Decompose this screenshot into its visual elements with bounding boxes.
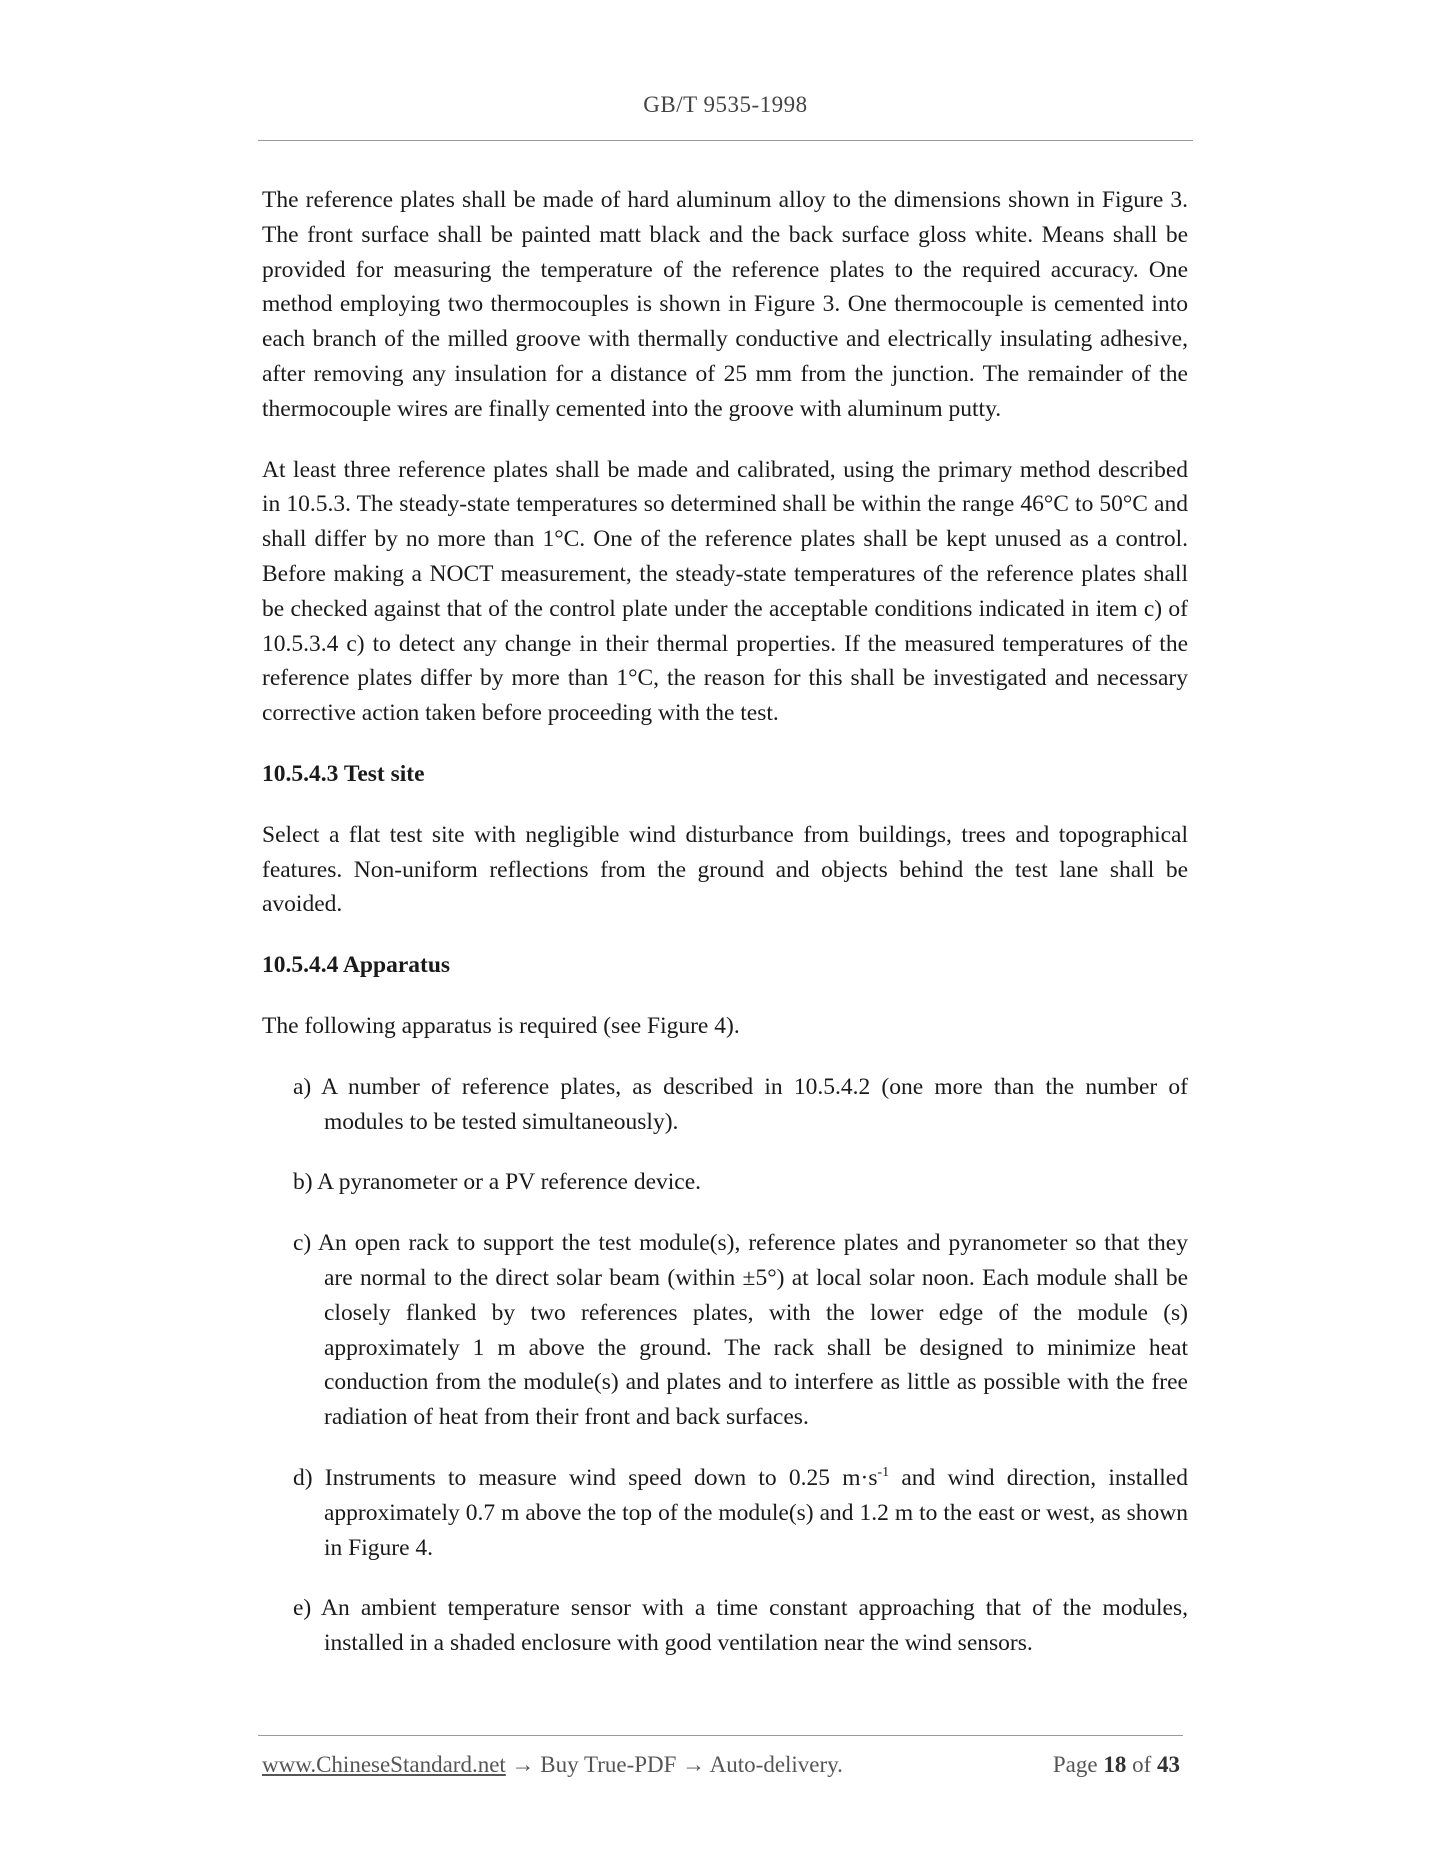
page-label: Page [1052, 1752, 1098, 1777]
list-item-d [262, 1461, 1188, 1565]
total-page-count: 43 [1157, 1752, 1180, 1777]
website-link[interactable]: www.ChineseStandard.net [262, 1752, 506, 1777]
document-body [262, 183, 1188, 1687]
footer-promo-text: → Buy True-PDF → Auto-delivery. [505, 1752, 843, 1777]
paragraph-test-site: Select a flat test site with negligible wind disturbance from buildings, trees and topographical features. Non-uniform reflections from the ground and objects behind the test lane shall be avoided. [262, 821, 1188, 918]
page-header: GB/T 9535-1998 [643, 92, 808, 117]
list-item-b: b) A pyranometer or a PV reference device. [293, 1169, 702, 1196]
paragraph-reference-plates: The reference plates shall be made of hard aluminum alloy to the dimensions shown in Figure 3. The front surface shall be painted matt black and the back surface gloss white. Means shall be provided for measuring the temperature of the reference plates to the required accuracy. One method employing two thermocouples is shown in Figure 3. One thermocouple is cemented into each branch of the milled groove with thermally conductive and electrically insulating adhesive, after removing any insulation for a distance of 25 mm from the junction. The remainder of the thermocouple wires are finally cemented into the groove with aluminum putty. [262, 187, 1188, 422]
list-item-a: a) A number of reference plates, as described in 10.5.4.2 (one more than the number of modules to be tested simultaneously). [293, 1073, 1188, 1135]
section-heading-test-site: 10.5.4.3 Test site [262, 760, 425, 787]
footer-divider [258, 1735, 1183, 1736]
list-item-d-text: d) Instruments to measure wind speed down to 0.25 m·s [293, 1464, 878, 1491]
section-heading-apparatus: 10.5.4.4 Apparatus [262, 952, 451, 979]
footer-promo [262, 1752, 843, 1778]
paragraph-calibration: At least three reference plates shall be made and calibrated, using the primary method described in 10.5.3. The steady-state temperatures so determined shall be within the range 46°C to 50°C and shall differ by no more than 1°C. One of the reference plates shall be kept unused as a control. Before making a NOCT measurement, the steady-state temperatures of the reference plates shall be checked against that of the control plate under the acceptable conditions indicated in item c) of 10.5.3.4 c) to detect any change in their thermal properties. If the measured temperatures of the reference plates differ by more than 1°C, the reason for this shall be investigated and necessary corrective action taken before proceeding with the test. [262, 456, 1188, 727]
superscript-exponent: -1 [877, 1464, 890, 1480]
paragraph-apparatus-intro: The following apparatus is required (see Figure 4). [262, 1012, 740, 1039]
list-item-d-text-cont: and wind direction, installed approximately 0.7 m above the top of the module(s) and 1.2 m to the east or west, as shown in Figure 4. [324, 1464, 1188, 1561]
current-page-number: 18 [1103, 1752, 1127, 1777]
header-divider [258, 140, 1193, 141]
list-item-c: c) An open rack to support the test module(s), reference plates and pyranometer so that they are normal to the direct solar beam (within ±5°) at local solar noon. Each module shall be closely flanked by two references plates, with the lower edge of the module (s) approximately 1 m above the ground. The rack shall be designed to minimize heat conduction from the module(s) and plates and to interfere as little as possible with the free radiation of heat from their front and back surfaces. [293, 1230, 1188, 1431]
page-indicator [1053, 1752, 1180, 1778]
list-item-e: e) An ambient temperature sensor with a time constant approaching that of the modules, installed in a shaded enclosure with good ventilation near the wind sensors. [293, 1595, 1188, 1657]
of-label: of [1132, 1752, 1152, 1777]
